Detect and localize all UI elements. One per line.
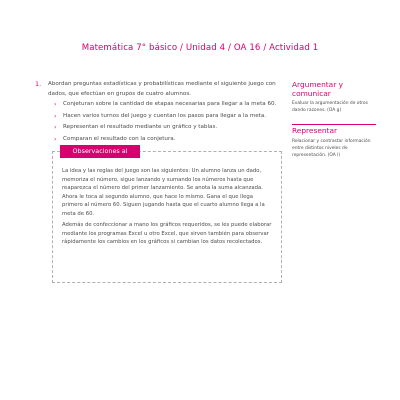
step-text: Hacen varios turnos del juego y cuentan los pasos para llegar a la meta. (63, 112, 267, 119)
chevron-right-icon: › (54, 124, 57, 131)
teacher-notes-paragraph: Además de confeccionar a mano los gráficos requeridos, se les puede elaborar mediante los programas Excel u otro Excel, que sirven también para observar rápidamente los cambios en los gráficos si cambian los datos recolectados. (62, 222, 272, 246)
chevron-right-icon: › (54, 101, 57, 108)
list-item (54, 99, 284, 111)
teacher-notes-paragraph: La idea y las reglas del juego son las siguientes: Un alumno lanza un dado, memoriza el número, sigue lanzando y sumando los números hasta que reaparezca el número del primer lanzamiento. Se anota la suma alcanzada. Ahora le toca al segundo alumno, que hace lo mismo. Gana el que llega primero al número 60. Siguen jugando hasta que el cuarto alumno llega a la meta de 60. (62, 168, 265, 217)
teacher-notes-label: Observaciones al docente (60, 145, 140, 158)
skill-heading-representar: Representar (292, 126, 338, 135)
activity-number: 1. (35, 80, 42, 88)
chevron-right-icon: › (54, 135, 57, 143)
step-list (54, 99, 284, 145)
list-item (54, 122, 284, 134)
chevron-right-icon: › (54, 112, 57, 120)
step-text: Conjeturan sobre la cantidad de etapas necesarias para llegar a la meta 60. (63, 101, 277, 107)
sidebar-divider (292, 124, 376, 125)
step-text: Representan el resultado mediante un gráfico y tablas. (63, 124, 218, 130)
step-text: Comparan el resultado con la conjetura. (63, 135, 176, 142)
activity-intro: Abordan preguntas estadísticas y probabilísticas mediante el siguiente juego con dados, que efectúan en grupos de cuatro alumnos. (48, 81, 276, 97)
list-item (54, 134, 284, 146)
list-item (54, 111, 284, 123)
teacher-notes-box (52, 147, 282, 283)
page-title: Matemática 7° básico / Unidad 4 / OA 16 / Actividad 1 (81, 43, 319, 53)
skill-heading-argumentar: Argumentar y comunicar (292, 80, 343, 98)
skill-text-argumentar: Evaluar la argumentación de otros dando razones. (OA g) (292, 101, 368, 114)
skill-text-representar: Relacionar y contrastar información entre distintos niveles de representación. (OA l) (292, 139, 371, 159)
